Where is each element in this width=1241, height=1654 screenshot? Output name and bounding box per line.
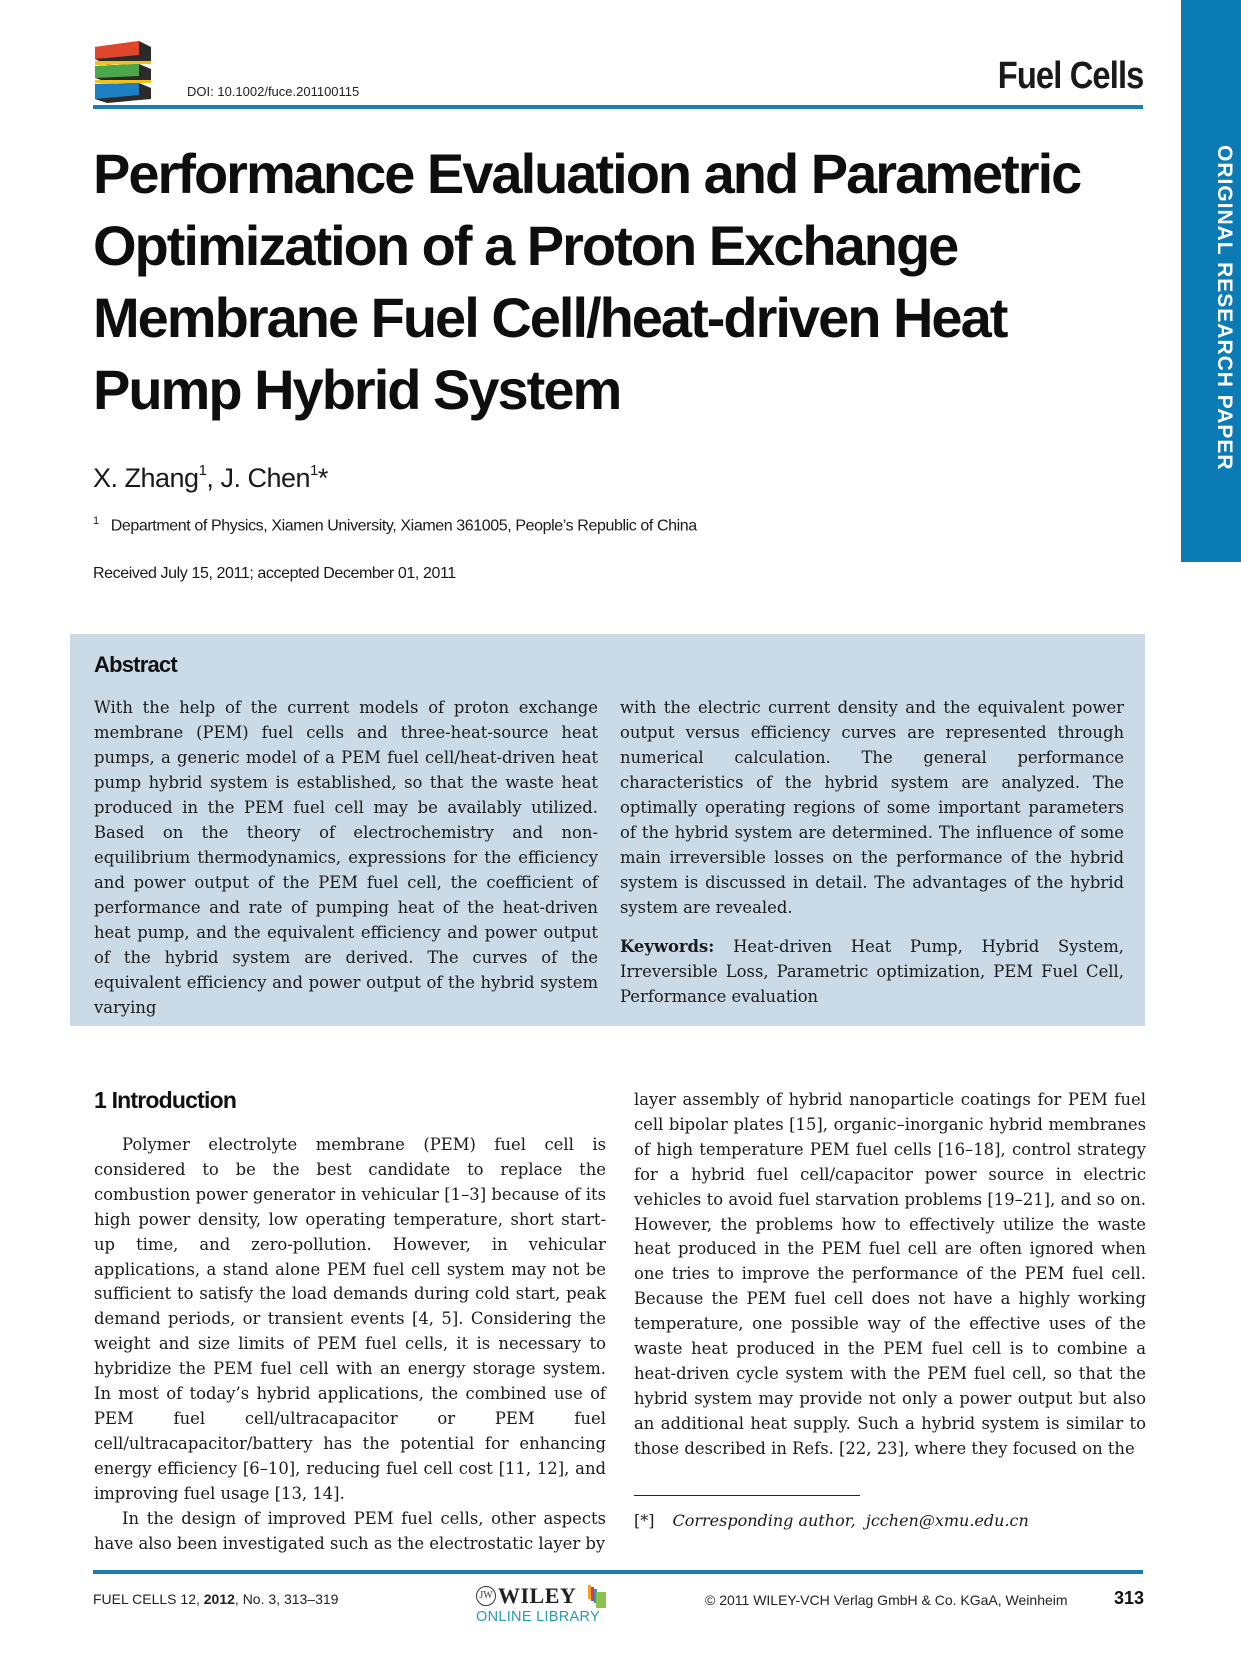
citation-info bbox=[93, 1591, 338, 1607]
author-list bbox=[93, 463, 328, 494]
copyright: © 2011 WILEY-VCH Verlag GmbH & Co. KGaA, Weinheim bbox=[705, 1592, 1068, 1608]
body-paragraph: layer assembly of hybrid nanoparticle coatings for PEM fuel cell bipolar plates [15], organic–inorganic hybrid membranes of high temperature PEM fuel cells [16–18], control strategy for a hybrid fuel cell/capacitor power source in electric vehicles to avoid fuel starvation problems [19–21], and so on. However, the problems how to effectively utilize the waste heat produced in the PEM fuel cell are often ignored when one tries to improve the performance of the PEM fuel cell. Because the PEM fuel cell does not have a highly working temperature, one possible way of the effective uses of the waste heat produced in the PEM fuel cell is to combine a heat-driven cycle system with the PEM fuel cell, so that the hybrid system may provide not only a power output but also an additional heat supply. Such a hybrid system is similar to those described in Refs. [22, 23], where they focused on the bbox=[634, 1090, 1146, 1458]
body-column-left bbox=[94, 1133, 606, 1556]
abstract-text: with the electric current density and the equivalent power output versus efficiency curves are represented through numerical calculation. The general performance characteristics of the hybrid system are analyzed. The optimally operating regions of some important parameters of the hybrid system are determined. The influence of some main irreversible losses on the performance of the hybrid system is discussed in detail. The advantages of the hybrid system are revealed. bbox=[620, 698, 1124, 917]
body-paragraph: In the design of improved PEM fuel cells, other aspects have also been investigated such as the electrostatic layer by bbox=[94, 1508, 606, 1553]
article-type-label: ORIGINAL RESEARCH PAPER bbox=[1213, 145, 1236, 471]
footer-divider bbox=[93, 1570, 1143, 1574]
page-number: 313 bbox=[1114, 1588, 1145, 1608]
section-heading-introduction: 1 Introduction bbox=[94, 1087, 237, 1113]
books-icon bbox=[586, 1585, 606, 1609]
wiley-online-library-logo[interactable] bbox=[476, 1583, 606, 1633]
issue-pages: , No. 3, 313–319 bbox=[234, 1591, 339, 1607]
online-library-label: ONLINE LIBRARY bbox=[476, 1609, 601, 1625]
keywords bbox=[620, 934, 1124, 1009]
abstract-column-right bbox=[620, 695, 1124, 1009]
affiliation-marker: 1 bbox=[310, 462, 318, 479]
abstract-text: With the help of the current models of proton exchange membrane (PEM) fuel cells and three-heat-source heat pumps, a generic model of a PEM fuel cell/heat-driven heat pump hybrid system is established, so that the waste heat produced in the PEM fuel cell may be availably utilized. Based on the theory of electrochemistry and non-equilibrium thermodynamics, expressions for the efficiency and power output of the PEM fuel cell, the coefficient of performance and rate of pumping heat of the heat-driven heat pump, and the equivalent efficiency and power output of the hybrid system are derived. The curves of the equivalent efficiency and power output of the hybrid system varying bbox=[94, 698, 598, 1017]
affiliation-marker: 1 bbox=[198, 462, 207, 479]
author-email-link[interactable]: jcchen@xmu.edu.cn bbox=[865, 1511, 1029, 1530]
author-separator: , bbox=[206, 463, 221, 493]
keywords-text: Heat-driven Heat Pump, Hybrid System, Irreversible Loss, Parametric optimization, PEM Fuel Cell, Performance evaluation bbox=[620, 937, 1124, 1006]
corresponding-author-mark: * bbox=[317, 463, 328, 493]
footnote-divider bbox=[634, 1495, 860, 1496]
author-name[interactable]: X. Zhang bbox=[93, 463, 199, 493]
body-column-right bbox=[634, 1088, 1146, 1462]
affiliation-text: Department of Physics, Xiamen University, Xiamen 361005, People’s Republic of China bbox=[110, 517, 697, 535]
body-paragraph: Polymer electrolyte membrane (PEM) fuel cell is considered to be the best candidate to replace the combustion power generator in vehicular [1–3] because of its high power density, low operating temperature, short start-up time, and zero-pollution. However, in vehicular applications, a stand alone PEM fuel cell system may not be sufficient to satisfy the load demands during cold start, peak demand periods, or transient events [4, 5]. Considering the weight and size limits of PEM fuel cells, it is necessary to hybridize the PEM fuel cell with an energy storage system. In most of today’s hybrid applications, the combined use of PEM fuel cell/ultracapacitor or PEM fuel cell/ultracapacitor/battery has the potential for enhancing energy efficiency [6–10], reducing fuel cell cost [11, 12], and improving fuel usage [13, 14]. bbox=[94, 1135, 606, 1503]
footnote-label: Corresponding author, bbox=[672, 1511, 856, 1530]
abstract-column-left bbox=[94, 695, 598, 1020]
journal-volume: FUEL CELLS 12, bbox=[93, 1591, 204, 1607]
received-dates: Received July 15, 2011; accepted December 01, 2011 bbox=[93, 565, 456, 582]
header-divider bbox=[93, 105, 1143, 109]
doi-link[interactable]: DOI: 10.1002/fuce.201100115 bbox=[187, 84, 360, 99]
publication-year: 2012 bbox=[203, 1591, 235, 1607]
wiley-seal-icon: JW bbox=[476, 1586, 496, 1606]
keywords-label: Keywords: bbox=[620, 937, 715, 956]
article-title: Performance Evaluation and Parametric Optimization of a Proton Exchange Membrane Fuel Cell/heat-driven Heat Pump Hybrid System bbox=[93, 142, 1081, 421]
journal-logo-icon bbox=[93, 37, 155, 103]
wiley-wordmark: WILEY bbox=[498, 1583, 577, 1608]
abstract-heading: Abstract bbox=[94, 652, 177, 677]
corresponding-author-footnote bbox=[634, 1511, 1029, 1530]
affiliation bbox=[93, 515, 697, 535]
footnote-mark: [*] bbox=[634, 1511, 655, 1530]
journal-name: Fuel Cells bbox=[997, 55, 1143, 97]
affiliation-number: 1 bbox=[93, 515, 99, 527]
author-name[interactable]: J. Chen bbox=[220, 463, 310, 493]
